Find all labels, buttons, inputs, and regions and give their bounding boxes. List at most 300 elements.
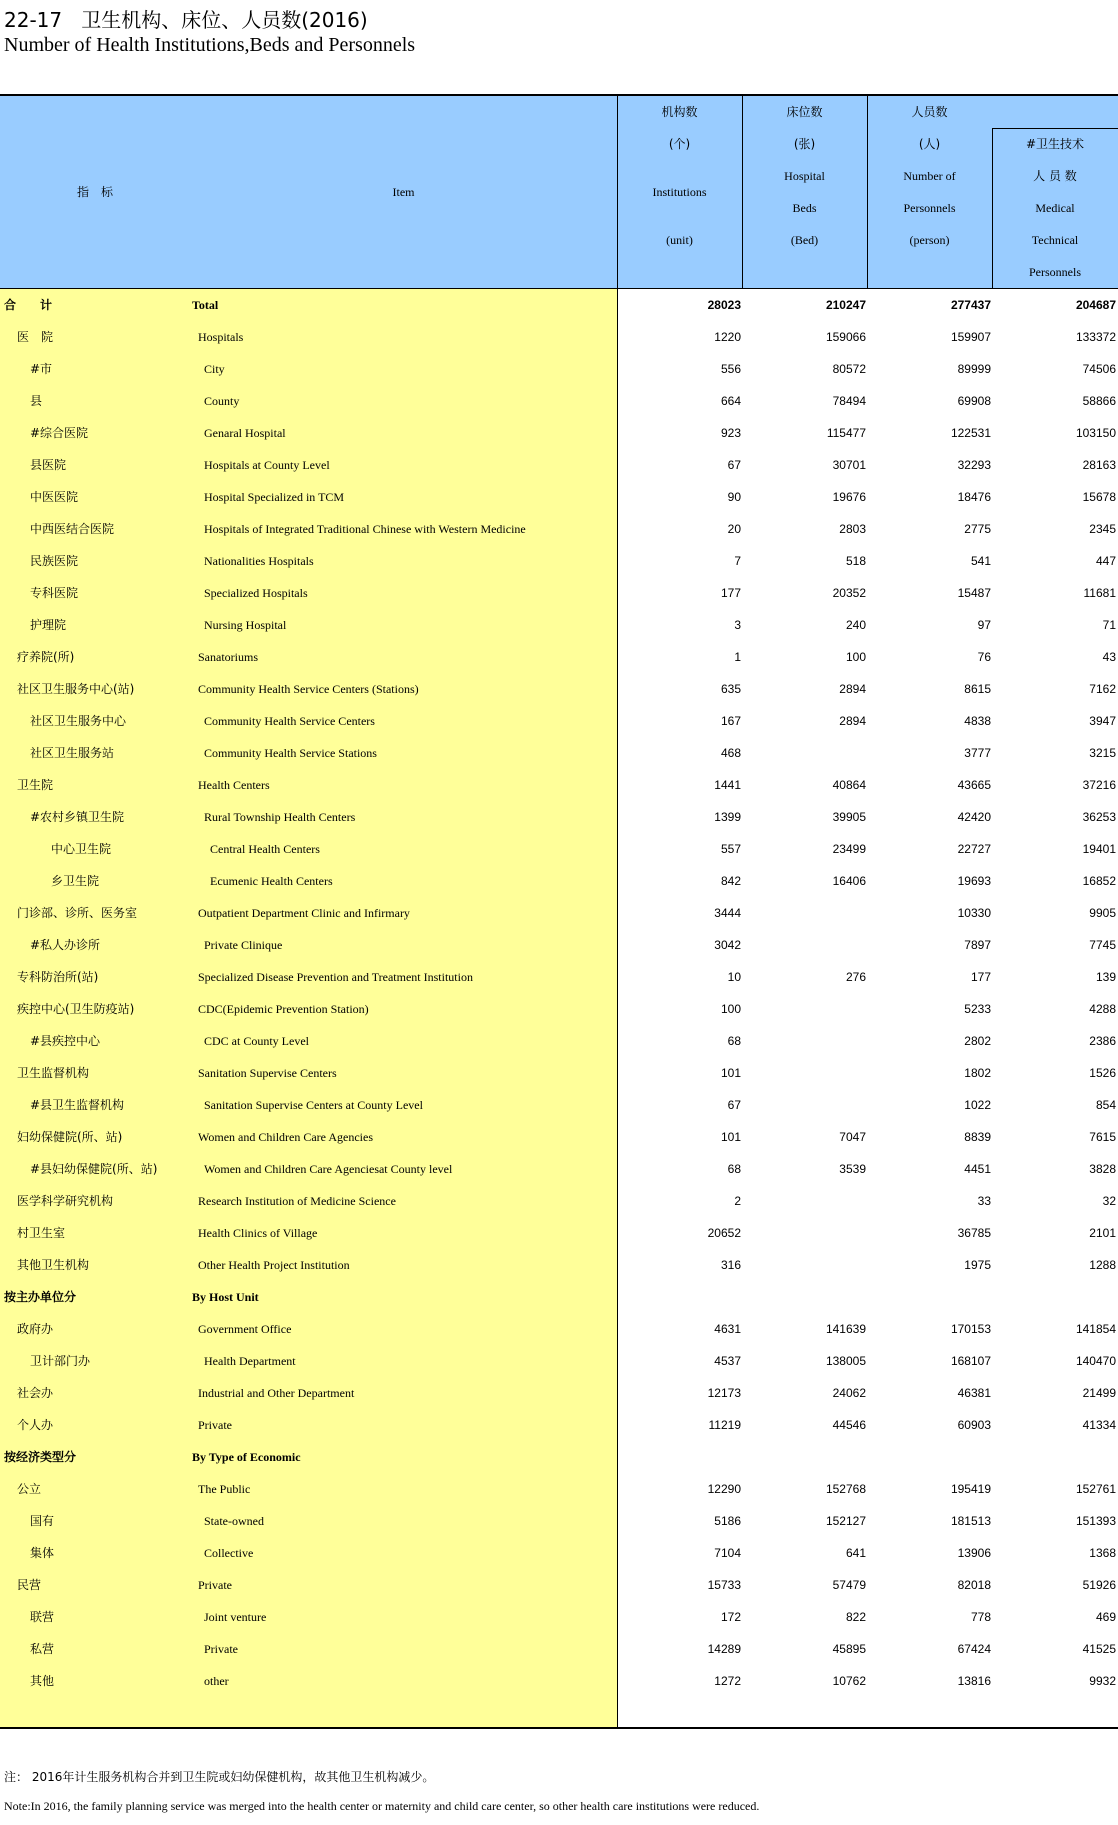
- header-col2-unit-cn: (张): [793, 137, 816, 151]
- header-col4-en2: Technical: [1031, 233, 1079, 247]
- row-label-cn: 联营: [30, 1610, 55, 1624]
- personnels-value: 60903: [957, 1418, 991, 1432]
- institutions-value: 4537: [714, 1354, 741, 1368]
- header-col4-cn1: #卫生技术: [1025, 137, 1085, 151]
- institutions-value: 1399: [714, 810, 741, 824]
- row-label-cn: 公立: [17, 1482, 42, 1496]
- row-label-en: City: [204, 362, 225, 376]
- institutions-value: 101: [720, 1066, 741, 1080]
- institutions-value: 842: [720, 874, 741, 888]
- institutions-value: 12173: [707, 1386, 741, 1400]
- row-label-cn: 政府办: [17, 1322, 54, 1336]
- institutions-value: 100: [720, 1002, 741, 1016]
- technical-personnels-value: 140470: [1075, 1354, 1116, 1368]
- beds-value: 30701: [832, 458, 866, 472]
- beds-value: 2803: [839, 522, 866, 536]
- row-label-cn: #县妇幼保健院(所、站): [30, 1162, 158, 1176]
- technical-personnels-value: 51926: [1082, 1578, 1116, 1592]
- row-label-cn: 疾控中心(卫生防疫站): [17, 1002, 135, 1016]
- table-row: [0, 353, 1118, 385]
- personnels-value: 177: [970, 970, 991, 984]
- table-row: [0, 1377, 1118, 1409]
- table-row: [0, 289, 1118, 321]
- technical-personnels-value: 204687: [1075, 298, 1116, 312]
- row-label-cn: 医学科学研究机构: [17, 1194, 114, 1208]
- institutions-value: 923: [720, 426, 741, 440]
- table-code: 22-17: [4, 8, 63, 32]
- table-row: [0, 1153, 1118, 1185]
- technical-personnels-value: 9932: [1089, 1674, 1116, 1688]
- header-col3-unit-en: (person): [909, 233, 950, 247]
- row-label-en: Private: [204, 1642, 238, 1656]
- institutions-value: 4631: [714, 1322, 741, 1336]
- row-label-cn: 护理院: [30, 618, 67, 632]
- technical-personnels-value: 41334: [1082, 1418, 1116, 1432]
- row-label-en: Nationalities Hospitals: [204, 554, 314, 568]
- technical-personnels-value: 152761: [1075, 1482, 1116, 1496]
- table-row: [0, 1057, 1118, 1089]
- personnels-value: 7897: [964, 938, 991, 952]
- technical-personnels-value: 469: [1095, 1610, 1116, 1624]
- beds-value: 152127: [825, 1514, 866, 1528]
- row-label-cn: 社区卫生服务中心: [30, 714, 127, 728]
- technical-personnels-value: 74506: [1082, 362, 1116, 376]
- header-col3-unit-cn: (人): [918, 137, 941, 151]
- technical-personnels-value: 71: [1102, 618, 1116, 632]
- institutions-value: 1: [734, 650, 741, 664]
- personnels-value: 122531: [950, 426, 991, 440]
- row-label-en: Hospitals at County Level: [204, 458, 330, 472]
- technical-personnels-value: 58866: [1082, 394, 1116, 408]
- row-label-en: Industrial and Other Department: [198, 1386, 355, 1400]
- header-divider: [742, 96, 743, 288]
- technical-personnels-value: 133372: [1075, 330, 1116, 344]
- personnels-value: 89999: [957, 362, 991, 376]
- institutions-value: 3: [734, 618, 741, 632]
- institutions-value: 68: [727, 1034, 741, 1048]
- technical-personnels-value: 7745: [1089, 938, 1116, 952]
- row-label-en: Health Centers: [198, 778, 270, 792]
- header-item: Item: [392, 185, 415, 199]
- header-col1-unit-en: (unit): [666, 233, 693, 247]
- row-label-en: Sanatoriums: [198, 650, 258, 664]
- beds-value: 3539: [839, 1162, 866, 1176]
- table-row: [0, 961, 1118, 993]
- table-row: [0, 449, 1118, 481]
- institutions-value: 20652: [707, 1226, 741, 1240]
- row-label-en: CDC(Epidemic Prevention Station): [198, 1002, 369, 1016]
- row-label-en: By Type of Economic: [192, 1450, 301, 1464]
- row-label-en: Sanitation Supervise Centers at County Level: [204, 1098, 423, 1112]
- row-label-cn: 县医院: [30, 458, 67, 472]
- row-label-en: Private Clinique: [204, 938, 283, 952]
- row-label-en: Private: [198, 1418, 232, 1432]
- row-label-cn: 中医医院: [30, 490, 79, 504]
- institutions-value: 3444: [714, 906, 741, 920]
- table-row: [0, 673, 1118, 705]
- technical-personnels-value: 3828: [1089, 1162, 1116, 1176]
- table-row: [0, 897, 1118, 929]
- institutions-value: 2: [734, 1194, 741, 1208]
- row-label-en: Central Health Centers: [210, 842, 320, 856]
- row-label-cn: 合 计: [4, 298, 53, 312]
- beds-value: 152768: [825, 1482, 866, 1496]
- header-col2-en1: Hospital: [784, 169, 825, 183]
- header-col3-en2: Personnels: [903, 201, 956, 215]
- table-row: [0, 1281, 1118, 1313]
- row-label-cn: 私营: [30, 1642, 55, 1656]
- personnels-value: 42420: [957, 810, 991, 824]
- technical-personnels-value: 37216: [1082, 778, 1116, 792]
- personnels-value: 13906: [957, 1546, 991, 1560]
- row-label-en: Sanitation Supervise Centers: [198, 1066, 337, 1080]
- institutions-value: 90: [727, 490, 741, 504]
- personnels-value: 15487: [957, 586, 991, 600]
- technical-personnels-value: 15678: [1082, 490, 1116, 504]
- beds-value: 20352: [832, 586, 866, 600]
- table-row: [0, 801, 1118, 833]
- table-row: [0, 1089, 1118, 1121]
- table-row: [0, 321, 1118, 353]
- personnels-value: 778: [970, 1610, 991, 1624]
- technical-personnels-value: 1288: [1089, 1258, 1116, 1272]
- institutions-value: 1441: [714, 778, 741, 792]
- institutions-value: 5186: [714, 1514, 741, 1528]
- table-row: [0, 417, 1118, 449]
- personnels-value: 8615: [964, 682, 991, 696]
- table-row: [0, 577, 1118, 609]
- personnels-value: 1975: [964, 1258, 991, 1272]
- table-row: [0, 1441, 1118, 1473]
- personnels-value: 181513: [950, 1514, 991, 1528]
- beds-value: 39905: [832, 810, 866, 824]
- beds-value: 276: [845, 970, 866, 984]
- technical-personnels-value: 2386: [1089, 1034, 1116, 1048]
- row-label-cn: 社会办: [17, 1386, 54, 1400]
- table-row: [0, 545, 1118, 577]
- technical-personnels-value: 447: [1095, 554, 1116, 568]
- beds-value: 240: [845, 618, 866, 632]
- row-label-cn: 其他: [30, 1674, 55, 1688]
- row-label-cn: #县卫生监督机构: [30, 1098, 125, 1112]
- institutions-value: 167: [720, 714, 741, 728]
- beds-value: 10762: [832, 1674, 866, 1688]
- row-label-cn: 中西医结合医院: [30, 522, 115, 536]
- technical-personnels-value: 139: [1095, 970, 1116, 984]
- beds-value: 78494: [832, 394, 866, 408]
- row-label-cn: 医 院: [17, 330, 54, 344]
- row-label-en: Hospital Specialized in TCM: [204, 490, 345, 504]
- beds-value: 210247: [825, 298, 866, 312]
- beds-value: 23499: [832, 842, 866, 856]
- table-row: [0, 929, 1118, 961]
- technical-personnels-value: 7162: [1089, 682, 1116, 696]
- personnels-value: 22727: [957, 842, 991, 856]
- row-label-cn: #私人办诊所: [30, 938, 101, 952]
- row-label-en: Community Health Service Centers: [204, 714, 375, 728]
- header-divider: [617, 96, 618, 288]
- title-cn-text: 卫生机构、床位、人员数(2016): [81, 8, 368, 32]
- row-label-cn: 卫计部门办: [30, 1354, 91, 1368]
- header-col2-unit-en: (Bed): [790, 233, 819, 247]
- header-col2-en2: Beds: [792, 201, 817, 215]
- personnels-value: 5233: [964, 1002, 991, 1016]
- technical-personnels-value: 151393: [1075, 1514, 1116, 1528]
- personnels-value: 76: [977, 650, 991, 664]
- institutions-value: 11219: [708, 1418, 741, 1432]
- table-row: [0, 641, 1118, 673]
- row-label-cn: 其他卫生机构: [17, 1258, 90, 1272]
- table-header: [0, 96, 1118, 289]
- note-en: Note:In 2016, the family planning service was merged into the health center or maternity and child care center, so other health care institutions were reduced.: [4, 1799, 760, 1813]
- technical-personnels-value: 1368: [1089, 1546, 1116, 1560]
- personnels-value: 97: [977, 618, 991, 632]
- row-label-en: Women and Children Care Agenciesat County level: [204, 1162, 453, 1176]
- technical-personnels-value: 28163: [1082, 458, 1116, 472]
- row-label-en: Specialized Disease Prevention and Treatment Institution: [198, 970, 473, 984]
- page-title-en: Number of Health Institutions,Beds and Personnels: [4, 34, 416, 56]
- row-label-cn: 民族医院: [30, 554, 79, 568]
- personnels-value: 541: [970, 554, 991, 568]
- row-label-cn: 门诊部、诊所、医务室: [17, 906, 138, 920]
- technical-personnels-value: 103150: [1075, 426, 1116, 440]
- row-label-en: other: [204, 1674, 229, 1688]
- header-divider: [992, 128, 993, 288]
- row-label-cn: 县: [30, 394, 43, 408]
- technical-personnels-value: 2345: [1089, 522, 1116, 536]
- row-label-cn: #市: [30, 362, 53, 376]
- header-divider: [867, 96, 868, 288]
- technical-personnels-value: 9905: [1089, 906, 1116, 920]
- row-label-en: Research Institution of Medicine Science: [198, 1194, 396, 1208]
- row-label-en: Other Health Project Institution: [198, 1258, 350, 1272]
- institutions-value: 7104: [714, 1546, 741, 1560]
- table-row: [0, 1025, 1118, 1057]
- row-label-en: Community Health Service Stations: [204, 746, 377, 760]
- row-label-en: Collective: [204, 1546, 254, 1560]
- page-title-cn: [4, 4, 368, 33]
- institutions-value: 14289: [707, 1642, 741, 1656]
- table-row: [0, 1313, 1118, 1345]
- table-row: [0, 1601, 1118, 1633]
- personnels-value: 1802: [964, 1066, 991, 1080]
- table-row: [0, 1185, 1118, 1217]
- institutions-value: 1272: [714, 1674, 741, 1688]
- beds-value: 159066: [825, 330, 866, 344]
- bottom-rule: [0, 1727, 1118, 1729]
- row-label-en: Government Office: [198, 1322, 292, 1336]
- beds-value: 19676: [832, 490, 866, 504]
- personnels-value: 67424: [957, 1642, 991, 1656]
- table-row: [0, 1505, 1118, 1537]
- table-row: [0, 481, 1118, 513]
- row-label-cn: 社区卫生服务中心(站): [17, 682, 135, 696]
- beds-value: 7047: [839, 1130, 866, 1144]
- technical-personnels-value: 141854: [1075, 1322, 1116, 1336]
- header-col1-unit-cn: (个): [668, 137, 691, 151]
- institutions-value: 3042: [714, 938, 741, 952]
- personnels-value: 4838: [964, 714, 991, 728]
- institutions-value: 68: [727, 1162, 741, 1176]
- beds-value: 100: [845, 650, 866, 664]
- personnels-value: 4451: [964, 1162, 991, 1176]
- row-label-en: The Public: [198, 1482, 251, 1496]
- personnels-value: 46381: [957, 1386, 991, 1400]
- table-row: [0, 609, 1118, 641]
- row-label-en: By Host Unit: [192, 1290, 259, 1304]
- row-label-cn: 按经济类型分: [4, 1450, 77, 1464]
- row-label-cn: #县疾控中心: [30, 1034, 101, 1048]
- technical-personnels-value: 43: [1102, 650, 1116, 664]
- technical-personnels-value: 1526: [1089, 1066, 1116, 1080]
- personnels-value: 277437: [950, 298, 991, 312]
- header-col3-en1: Number of: [903, 169, 956, 183]
- personnels-value: 8839: [964, 1130, 991, 1144]
- institutions-value: 28023: [707, 298, 741, 312]
- row-label-cn: 妇幼保健院(所、站): [17, 1130, 123, 1144]
- row-label-en: Specialized Hospitals: [204, 586, 308, 600]
- row-label-cn: 乡卫生院: [51, 874, 100, 888]
- table-row: [0, 1121, 1118, 1153]
- personnels-value: 168107: [950, 1354, 991, 1368]
- personnels-value: 3777: [964, 746, 991, 760]
- personnels-value: 13816: [957, 1674, 991, 1688]
- personnels-value: 19693: [957, 874, 991, 888]
- personnels-value: 18476: [957, 490, 991, 504]
- personnels-value: 1022: [964, 1098, 991, 1112]
- table-row: [0, 993, 1118, 1025]
- row-label-cn: 按主办单位分: [4, 1290, 77, 1304]
- table-row: [0, 833, 1118, 865]
- institutions-value: 20: [727, 522, 741, 536]
- personnels-value: 170153: [950, 1322, 991, 1336]
- personnels-value: 32293: [957, 458, 991, 472]
- beds-value: 45895: [832, 1642, 866, 1656]
- personnels-value: 82018: [957, 1578, 991, 1592]
- table-row: [0, 1249, 1118, 1281]
- institutions-value: 557: [720, 842, 741, 856]
- technical-personnels-value: 19401: [1082, 842, 1116, 856]
- institutions-value: 468: [720, 746, 741, 760]
- institutions-value: 1220: [714, 330, 741, 344]
- row-label-en: Health Clinics of Village: [198, 1226, 318, 1240]
- beds-value: 57479: [832, 1578, 866, 1592]
- note-cn: 注： 2016年计生服务机构合并到卫生院或妇幼保健机构，故其他卫生机构减少。: [4, 1770, 435, 1784]
- header-col1-cn: 机构数: [661, 105, 698, 119]
- row-label-cn: 中心卫生院: [51, 842, 112, 856]
- beds-value: 822: [845, 1610, 866, 1624]
- table-row: [0, 1569, 1118, 1601]
- table-row: [0, 705, 1118, 737]
- personnels-value: 10330: [957, 906, 991, 920]
- row-label-cn: 疗养院(所): [17, 650, 75, 664]
- beds-value: 115477: [826, 426, 866, 440]
- institutions-value: 101: [720, 1130, 741, 1144]
- row-label-en: Ecumenic Health Centers: [210, 874, 333, 888]
- table-row: [0, 769, 1118, 801]
- row-label-cn: 社区卫生服务站: [30, 746, 115, 760]
- row-label-cn: 集体: [30, 1546, 55, 1560]
- technical-personnels-value: 7615: [1089, 1130, 1116, 1144]
- institutions-value: 177: [720, 586, 741, 600]
- row-label-en: Outpatient Department Clinic and Infirmary: [198, 906, 410, 920]
- header-col4-cn2: 人 员 数: [1033, 169, 1077, 183]
- technical-personnels-value: 854: [1095, 1098, 1116, 1112]
- institutions-value: 316: [720, 1258, 741, 1272]
- beds-value: 40864: [832, 778, 866, 792]
- table-row: [0, 1633, 1118, 1665]
- personnels-value: 2802: [964, 1034, 991, 1048]
- table-row: [0, 1537, 1118, 1569]
- personnels-value: 2775: [964, 522, 991, 536]
- personnels-value: 159907: [950, 330, 991, 344]
- table-row: [0, 1217, 1118, 1249]
- table-row: [0, 385, 1118, 417]
- beds-value: 2894: [839, 682, 866, 696]
- institutions-value: 15733: [707, 1578, 741, 1592]
- personnels-value: 43665: [957, 778, 991, 792]
- row-label-en: Community Health Service Centers (Stations): [198, 682, 419, 696]
- technical-personnels-value: 41525: [1082, 1642, 1116, 1656]
- row-label-cn: 专科防治所(站): [17, 970, 99, 984]
- technical-personnels-value: 21499: [1082, 1386, 1116, 1400]
- institutions-value: 172: [720, 1610, 741, 1624]
- table-row: [0, 1345, 1118, 1377]
- institutions-value: 635: [720, 682, 741, 696]
- row-label-cn: 专科医院: [30, 586, 79, 600]
- row-label-en: Health Department: [204, 1354, 296, 1368]
- beds-value: 2894: [839, 714, 866, 728]
- table-row: [0, 1409, 1118, 1441]
- personnels-value: 69908: [957, 394, 991, 408]
- row-label-en: Joint venture: [204, 1610, 267, 1624]
- beds-value: 141639: [825, 1322, 866, 1336]
- technical-personnels-value: 3215: [1089, 746, 1116, 760]
- header-col4-en3: Personnels: [1029, 265, 1081, 279]
- header-col2-cn: 床位数: [786, 105, 823, 119]
- header-indicator: 指 标: [76, 185, 113, 199]
- technical-personnels-value: 36253: [1082, 810, 1116, 824]
- technical-personnels-value: 2101: [1089, 1226, 1116, 1240]
- table-row: [0, 1665, 1118, 1697]
- technical-personnels-value: 3947: [1089, 714, 1116, 728]
- row-label-cn: 国有: [30, 1514, 55, 1528]
- institutions-value: 7: [734, 554, 741, 568]
- row-label-cn: #综合医院: [30, 426, 89, 440]
- institutions-value: 664: [720, 394, 741, 408]
- row-label-en: Nursing Hospital: [204, 618, 287, 632]
- table-row: [0, 1473, 1118, 1505]
- header-col3-cn: 人员数: [911, 105, 948, 119]
- header-subrule: [992, 128, 1118, 129]
- row-label-cn: 个人办: [17, 1418, 54, 1432]
- institutions-value: 67: [727, 1098, 741, 1112]
- institutions-value: 12290: [707, 1482, 741, 1496]
- institutions-value: 556: [720, 362, 741, 376]
- row-label-en: Private: [198, 1578, 232, 1592]
- beds-value: 24062: [832, 1386, 866, 1400]
- technical-personnels-value: 16852: [1082, 874, 1116, 888]
- row-label-en: Rural Township Health Centers: [204, 810, 356, 824]
- row-label-en: Genaral Hospital: [204, 426, 286, 440]
- table-row: [0, 737, 1118, 769]
- beds-value: 80572: [832, 362, 866, 376]
- beds-value: 16406: [832, 874, 866, 888]
- row-label-en: Hospitals: [198, 330, 244, 344]
- beds-value: 518: [845, 554, 866, 568]
- header-col4-en1: Medical: [1035, 201, 1075, 215]
- row-label-en: State-owned: [204, 1514, 264, 1528]
